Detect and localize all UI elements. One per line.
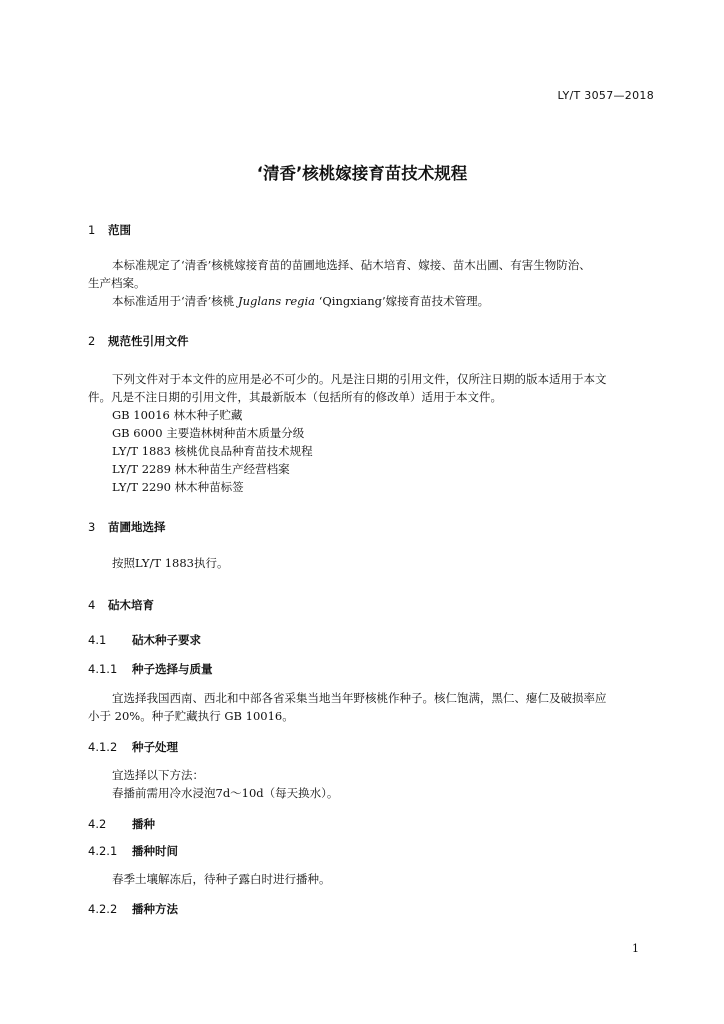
section-4-1-heading [88,632,201,648]
reference-item: LY/T 2290 林木种苗标签 [112,480,244,494]
section-4-2-1-heading [88,843,178,859]
section-number: 4.1 [88,633,107,647]
section-3-heading [88,519,166,535]
text: 本标准适用于‘清香’核桃 [112,294,238,308]
document-title: ‘清香’核桃嫁接育苗技术规程 [256,164,468,183]
paragraph: 本标准规定了‘清香’核桃嫁接育苗的苗圃地选择、砧木培育、嫁接、苗木出圃、有害生物防治、 [112,258,591,272]
section-title: 砧木种子要求 [132,633,201,647]
reference-item: GB 10016 林木种子贮藏 [112,408,243,422]
paragraph: 宜选择我国西南、西北和中部各省采集当地当年野核桃作种子。核仁饱满，黑仁、瘪仁及破损率应 [112,691,607,705]
reference-item: LY/T 2289 林木种苗生产经营档案 [112,462,290,476]
section-title: 规范性引用文件 [108,334,189,348]
section-title: 砧木培育 [108,598,154,612]
section-2-heading [88,333,189,349]
paragraph: 下列文件对于本文件的应用是必不可少的。凡是注日期的引用文件，仅所注日期的版本适用于本文 [112,372,607,386]
section-4-2-2-heading [88,901,178,917]
section-number: 4.2.2 [88,902,118,916]
section-number: 1 [88,223,96,237]
section-title: 播种时间 [132,844,178,858]
section-title: 播种方法 [132,902,178,916]
section-4-1-1-heading [88,661,213,677]
section-number: 4 [88,598,96,612]
paragraph: 小于 20%。种子贮藏执行 GB 10016。 [88,709,294,723]
section-title: 种子处理 [132,740,178,754]
section-number: 4.2 [88,817,107,831]
paragraph: 生产档案。 [88,276,146,290]
reference-item: GB 6000 主要造林树种苗木质量分级 [112,426,305,440]
paragraph [112,292,489,310]
reference-item: LY/T 1883 核桃优良品种育苗技术规程 [112,444,313,458]
paragraph: 春播前需用冷水浸泡7d～10d（每天换水）。 [112,786,339,800]
text: ‘Qingxiang’嫁接育苗技术管理。 [315,294,490,308]
section-title: 苗圃地选择 [108,520,166,534]
standard-number: LY/T 3057—2018 [557,89,654,102]
paragraph: 春季土壤解冻后，待种子露白时进行播种。 [112,872,331,886]
section-number: 3 [88,520,96,534]
section-title: 范围 [108,223,131,237]
section-4-1-2-heading [88,739,178,755]
section-number: 4.2.1 [88,844,118,858]
section-number: 2 [88,334,96,348]
latin-name: Juglans regia [237,294,316,308]
section-title: 种子选择与质量 [132,662,213,676]
section-title: 播种 [132,817,155,831]
paragraph: 宜选择以下方法： [112,768,204,782]
paragraph: 按照LY/T 1883执行。 [112,556,229,570]
paragraph: 件。凡是不注日期的引用文件，其最新版本（包括所有的修改单）适用于本文件。 [88,390,502,404]
section-4-2-heading [88,816,155,832]
section-1-heading [88,222,131,238]
section-4-heading [88,597,154,613]
section-number: 4.1.2 [88,740,118,754]
page-number: 1 [632,942,639,955]
section-number: 4.1.1 [88,662,118,676]
